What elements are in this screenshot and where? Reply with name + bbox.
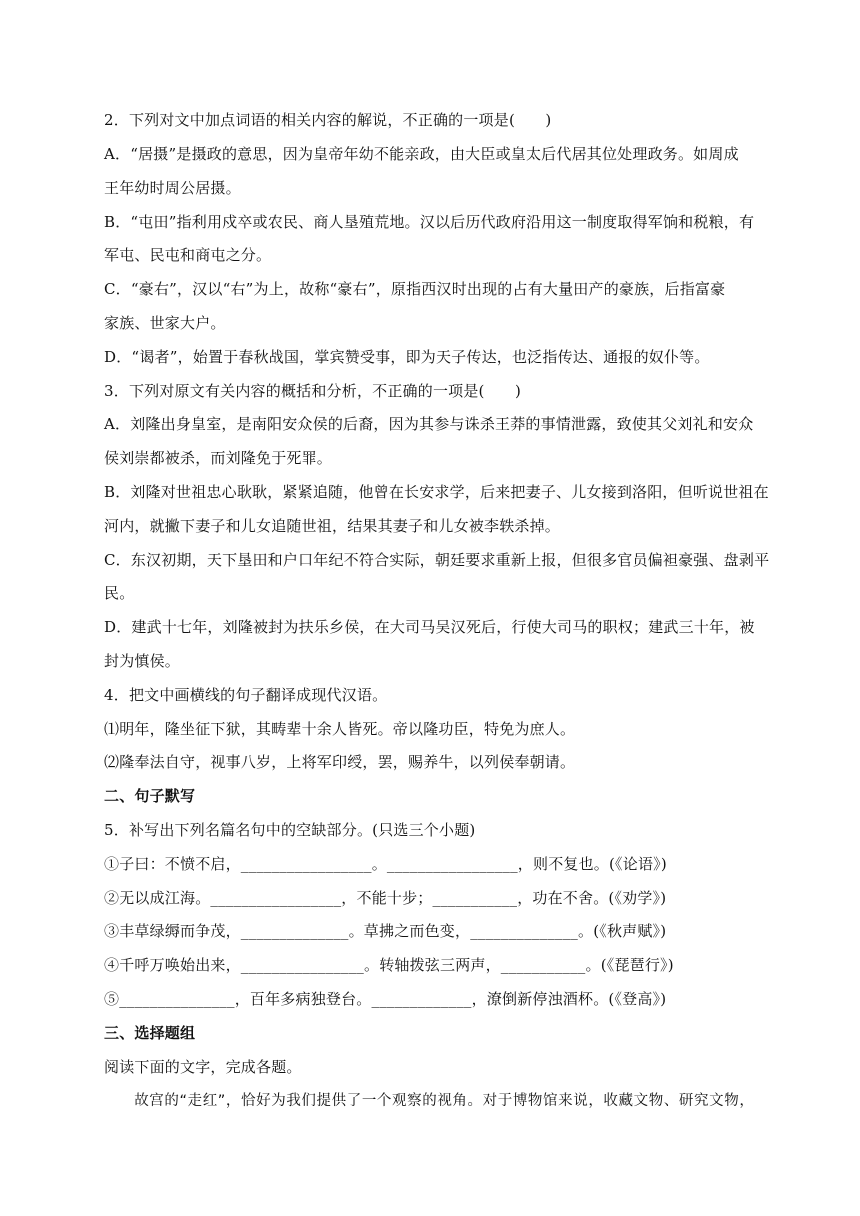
question-2-option-b-line-2: 军屯、民屯和商屯之分。 <box>104 246 272 264</box>
question-3-option-c-line-2: 民。 <box>104 584 135 602</box>
question-2-option-c-line-2: 家族、世家大户。 <box>104 314 226 332</box>
question-2-stem: 2．下列对文中加点词语的相关内容的解说，不正确的一项是( ) <box>104 111 552 129</box>
question-2-option-b-line-1: B．“屯田”指利用戍卒或农民、商人垦殖荒地。汉以后历代政府沿用这一制度取得军饷和税粮，有 <box>104 213 755 231</box>
question-5-item-3: ③丰草绿缛而争茂，______________。草拂之而色变，______________。(《秋声赋》) <box>104 922 667 940</box>
question-3-option-b-line-1: B．刘隆对世祖忠心耿耿，紧紧追随，他曾在长安求学，后来把妻子、儿女接到洛阳，但听说世祖在 <box>104 483 769 501</box>
question-4-item-2: ⑵隆奉法自守，视事八岁，上将军印绶，罢，赐养牛，以列侯奉朝请。 <box>104 753 576 771</box>
question-3-option-a-line-1: A．刘隆出身皇室，是南阳安众侯的后裔，因为其参与诛杀王莽的事情泄露，致使其父刘礼和安众 <box>104 415 754 433</box>
question-3-option-c-line-1: C．东汉初期，天下垦田和户口年纪不符合实际，朝廷要求重新上报，但很多官员偏袒豪强、盘剥平 <box>104 551 770 569</box>
section-heading-question-group: 三、选择题组 <box>104 1024 196 1042</box>
question-3-option-a-line-2: 侯刘崇都被杀，而刘隆免于死罪。 <box>104 449 333 467</box>
reading-passage-line-1: 故宫的“走红”，恰好为我们提供了一个观察的视角。对于博物馆来说，收藏文物、研究文物， <box>104 1093 755 1109</box>
question-5-item-4: ④千呼万唤始出来，________________。转轴拨弦三两声，___________。(《琵琶行》) <box>104 956 674 974</box>
question-4-stem: 4．把文中画横线的句子翻译成现代汉语。 <box>104 686 388 704</box>
reading-instruction: 阅读下面的文字，完成各题。 <box>104 1058 302 1076</box>
section-heading-sentence-recitation: 二、句子默写 <box>104 787 196 805</box>
question-3-option-d-line-2: 封为慎侯。 <box>104 652 181 670</box>
question-2-option-a-line-2: 王年幼时周公居摄。 <box>104 179 241 197</box>
question-4-item-1: ⑴明年，隆坐征下狱，其畴辈十余人皆死。帝以隆功臣，特免为庶人。 <box>104 720 576 738</box>
question-5-item-2: ②无以成江海。_________________，不能十步；___________，功在不舍。(《劝学》) <box>104 889 667 907</box>
question-5-item-5: ⑤_______________，百年多病独登台。_____________，潦倒新停浊酒杯。(《登高》) <box>104 990 667 1008</box>
question-3-option-b-line-2: 河内，就撇下妻子和儿女追随世祖，结果其妻子和儿女被李轶杀掉。 <box>104 517 561 535</box>
question-2-option-c-line-1: C．“豪右”，汉以“右”为上，故称“豪右”，原指西汉时出现的占有大量田产的豪族，后指富豪 <box>104 280 726 298</box>
question-3-stem: 3．下列对原文有关内容的概括和分析，不正确的一项是( ) <box>104 382 522 400</box>
question-3-option-d-line-1: D．建武十七年，刘隆被封为扶乐乡侯，在大司马吴汉死后，行使大司马的职权；建武三十年，被 <box>104 618 755 636</box>
question-2-option-a-line-1: A．“居摄”是摄政的意思，因为皇帝年幼不能亲政，由大臣或皇太后代居其位处理政务。如周成 <box>104 145 739 163</box>
question-5-item-1: ①子曰：不愤不启，_________________。_________________，则不复也。(《论语》) <box>104 855 667 873</box>
question-2-option-d: D．“谒者”，始置于春秋战国，掌宾赞受事，即为天子传达，也泛指传达、通报的奴仆等。 <box>104 348 710 366</box>
question-5-stem: 5．补写出下列名篇名句中的空缺部分。(只选三个小题) <box>104 821 476 839</box>
